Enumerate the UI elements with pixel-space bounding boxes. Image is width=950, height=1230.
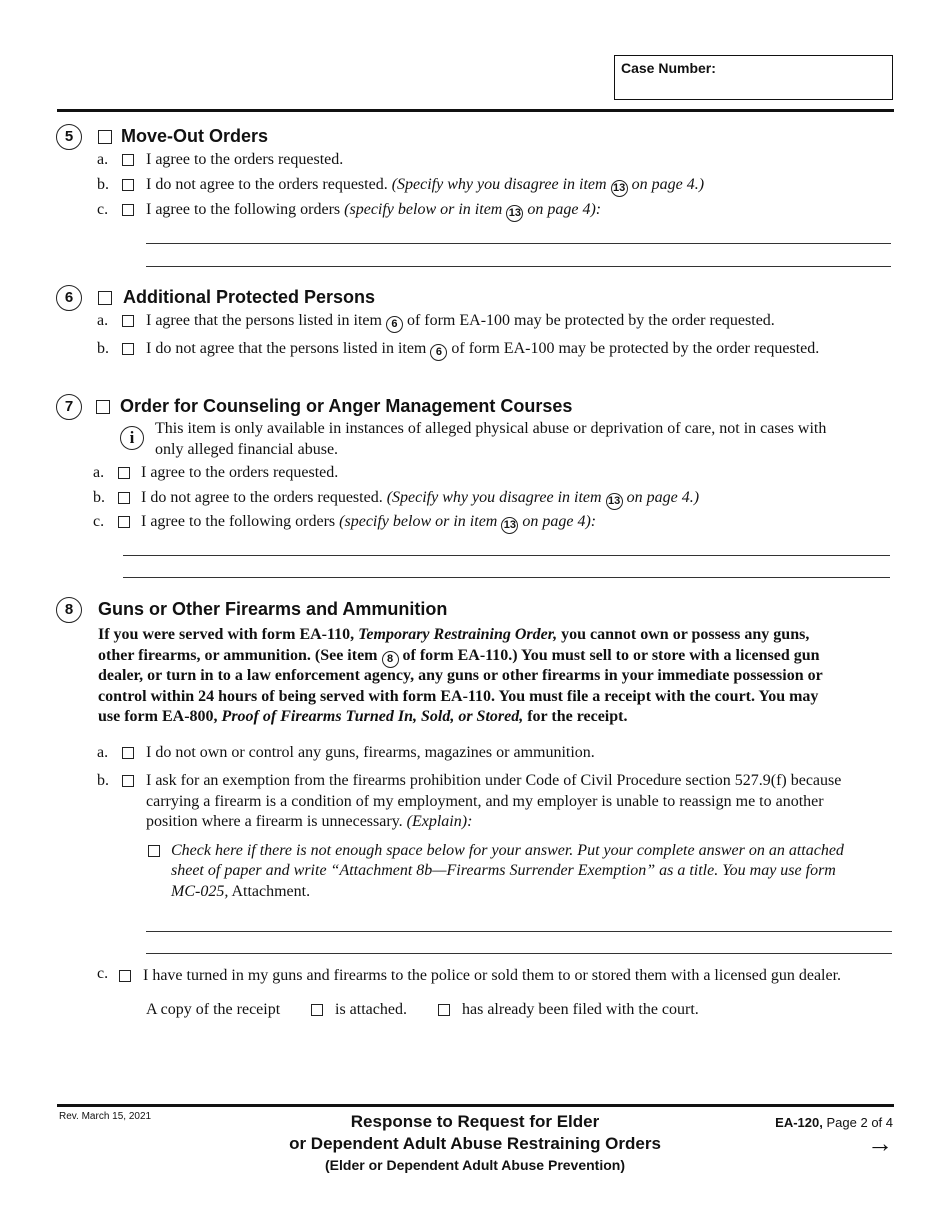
footer-subtitle: (Elder or Dependent Adult Abuse Prevention)	[325, 1157, 625, 1173]
s7-answer-line-1[interactable]	[123, 555, 890, 556]
s8-a-checkbox[interactable]	[122, 747, 134, 759]
s5-b-label: b.	[97, 176, 109, 193]
s7-b-label: b.	[93, 489, 105, 506]
form-number: EA-120,	[775, 1115, 823, 1130]
s7-c-checkbox[interactable]	[118, 516, 130, 528]
s8-b-explain: (Explain):	[406, 813, 473, 830]
s7-a-label: a.	[93, 464, 105, 481]
s5-b-text	[146, 175, 704, 197]
footer-title-line-2: or Dependent Adult Abuse Restraining Orders	[289, 1134, 661, 1153]
s8-w2-post: of form EA-110.) You must sell to or store with a licensed gun	[402, 647, 820, 664]
item-6-ref: 6	[386, 316, 403, 333]
page-indicator: Page 2 of 4	[826, 1115, 893, 1130]
footer-rule	[57, 1104, 894, 1107]
item-13-ref: 13	[606, 493, 623, 510]
s8-b-line-2: carrying a firearm is a condition of my employment, and my employer is unable to reassign me to another	[146, 793, 824, 810]
s8-c-label: c.	[97, 965, 109, 982]
s6-a-label: a.	[97, 312, 109, 329]
s5-c-label: c.	[97, 201, 109, 218]
s6-a-pre: I agree that the persons listed in item	[146, 312, 382, 329]
s6-a-checkbox[interactable]	[122, 315, 134, 327]
revision-date: Rev. March 15, 2021	[59, 1111, 152, 1122]
receipt-attached-checkbox[interactable]	[311, 1004, 323, 1016]
s7-b-text	[141, 488, 699, 510]
s7-c-note-pre: (specify below or in item	[339, 513, 498, 530]
s5-answer-line-1[interactable]	[146, 243, 891, 244]
s7-b-note-post: on page 4.)	[626, 489, 700, 506]
s7-info-line-1: This item is only available in instances of alleged physical abuse or deprivation of care, not in cases with	[155, 420, 827, 437]
info-icon: i	[120, 426, 144, 450]
s8-b-attachment-checkbox[interactable]	[148, 845, 160, 857]
receipt-attached-text: is attached.	[335, 1001, 407, 1018]
s7-b-note-pre: (Specify why you disagree in item	[386, 489, 602, 506]
section-8-number: 8	[56, 597, 82, 623]
receipt-filed-text: has already been filed with the court.	[462, 1001, 699, 1018]
s6-b-text	[146, 339, 819, 361]
s7-c-main: I agree to the following orders	[141, 513, 336, 530]
s8-answer-line-1[interactable]	[146, 931, 892, 932]
section-6-title: Additional Protected Persons	[123, 287, 376, 307]
item-13-ref: 13	[611, 180, 628, 197]
s5-a-label: a.	[97, 151, 109, 168]
s8-w1-it: Temporary Restraining Order,	[358, 626, 558, 643]
s8-w5-post: for the receipt.	[527, 708, 628, 725]
s8-b-line-1: I ask for an exemption from the firearms prohibition under Code of Civil Procedure section 527.9(f) because	[146, 772, 842, 789]
s7-answer-line-2[interactable]	[123, 577, 890, 578]
s5-b-checkbox[interactable]	[122, 179, 134, 191]
s7-b-checkbox[interactable]	[118, 492, 130, 504]
s8-b-check-line-2: sheet of paper and write “Attachment 8b—Firearms Surrender Exemption” as a title. You may use form	[171, 862, 836, 879]
s5-c-checkbox[interactable]	[122, 204, 134, 216]
s8-c-text: I have turned in my guns and firearms to the police or sold them to or stored them with a licensed gun dealer.	[143, 967, 842, 984]
s5-a-checkbox[interactable]	[122, 154, 134, 166]
receipt-filed-checkbox[interactable]	[438, 1004, 450, 1016]
s7-info-line-2: only alleged financial abuse.	[155, 441, 339, 458]
item-13-ref: 13	[506, 205, 523, 222]
s5-b-note-post: on page 4.)	[631, 176, 705, 193]
s5-c-note-pre: (specify below or in item	[344, 201, 503, 218]
s8-c-checkbox[interactable]	[119, 970, 131, 982]
s5-a-text: I agree to the orders requested.	[146, 151, 344, 168]
s5-c-main: I agree to the following orders	[146, 201, 341, 218]
section-7-checkbox[interactable]	[96, 400, 110, 414]
header-rule	[57, 109, 894, 112]
s7-a-checkbox[interactable]	[118, 467, 130, 479]
s8-warning-line-5	[98, 707, 627, 727]
s8-warning-line-2	[98, 646, 820, 668]
s5-b-main: I do not agree to the orders requested.	[146, 176, 388, 193]
s6-a-post: of form EA-100 may be protected by the order requested.	[406, 312, 775, 329]
s6-b-post: of form EA-100 may be protected by the order requested.	[451, 340, 820, 357]
s8-c-receipt-label: A copy of the receipt	[146, 1001, 281, 1018]
case-number-box[interactable]	[614, 55, 893, 100]
s5-answer-line-2[interactable]	[146, 266, 891, 267]
s8-w2-pre: other firearms, or ammunition. (See item	[98, 647, 378, 664]
s8-b-attachment-word: Attachment.	[231, 883, 311, 900]
s6-b-checkbox[interactable]	[122, 343, 134, 355]
s8-warning-line-3: dealer, or turn in to a law enforcement agency, any guns or other firearms in your immediate possession or	[98, 667, 823, 684]
s8-w1-post: you cannot own or possess any guns,	[561, 626, 810, 643]
footer-title-line-1: Response to Request for Elder	[350, 1112, 600, 1131]
s7-a-text: I agree to the orders requested.	[141, 464, 339, 481]
section-5-title: Move-Out Orders	[121, 126, 269, 146]
s8-b-label: b.	[97, 772, 109, 789]
s8-a-text: I do not own or control any guns, firearms, magazines or ammunition.	[146, 744, 595, 761]
s8-b-line-3	[146, 812, 472, 832]
s8-a-label: a.	[97, 744, 109, 761]
s8-w1-pre: If you were served with form EA-110,	[98, 626, 355, 643]
section-8-title: Guns or Other Firearms and Ammunition	[98, 599, 448, 619]
s5-c-text	[146, 200, 601, 222]
s8-warning-line-4: control within 24 hours of being served with form EA-110. You must file a receipt with the court. You may	[98, 688, 819, 705]
s6-a-text	[146, 311, 775, 333]
s6-b-label: b.	[97, 340, 109, 357]
s8-w5-it: Proof of Firearms Turned In, Sold, or Stored,	[221, 708, 524, 725]
s7-c-label: c.	[93, 513, 105, 530]
s7-c-note-post: on page 4):	[522, 513, 597, 530]
next-page-arrow-icon: →	[867, 1128, 893, 1158]
s8-answer-line-2[interactable]	[146, 953, 892, 954]
s8-warning-line-1	[98, 625, 809, 645]
s6-b-pre: I do not agree that the persons listed in item	[146, 340, 427, 357]
section-7-number: 7	[56, 394, 82, 420]
item-8-ref: 8	[382, 651, 399, 668]
s7-c-text	[141, 512, 596, 534]
s5-b-note-pre: (Specify why you disagree in item	[391, 176, 607, 193]
s8-b-line-3-main: position where a firearm is unnecessary.	[146, 813, 403, 830]
s8-b-checkbox[interactable]	[122, 775, 134, 787]
section-5-number: 5	[56, 124, 82, 150]
section-5-checkbox[interactable]	[98, 130, 112, 144]
section-7-title: Order for Counseling or Anger Management Courses	[120, 396, 573, 416]
section-6-number: 6	[56, 285, 82, 311]
item-6-ref: 6	[430, 344, 447, 361]
case-number-label: Case Number:	[621, 60, 716, 76]
section-6-checkbox[interactable]	[98, 291, 112, 305]
s8-b-form-ref: MC-025,	[171, 883, 229, 900]
item-13-ref: 13	[501, 517, 518, 534]
s7-b-main: I do not agree to the orders requested.	[141, 489, 383, 506]
s8-b-check-line-3	[171, 882, 310, 902]
s8-w5-pre: use form EA-800,	[98, 708, 218, 725]
s5-c-note-post: on page 4):	[527, 201, 602, 218]
s8-b-check-line-1: Check here if there is not enough space below for your answer. Put your complete answer on an attached	[171, 842, 844, 859]
